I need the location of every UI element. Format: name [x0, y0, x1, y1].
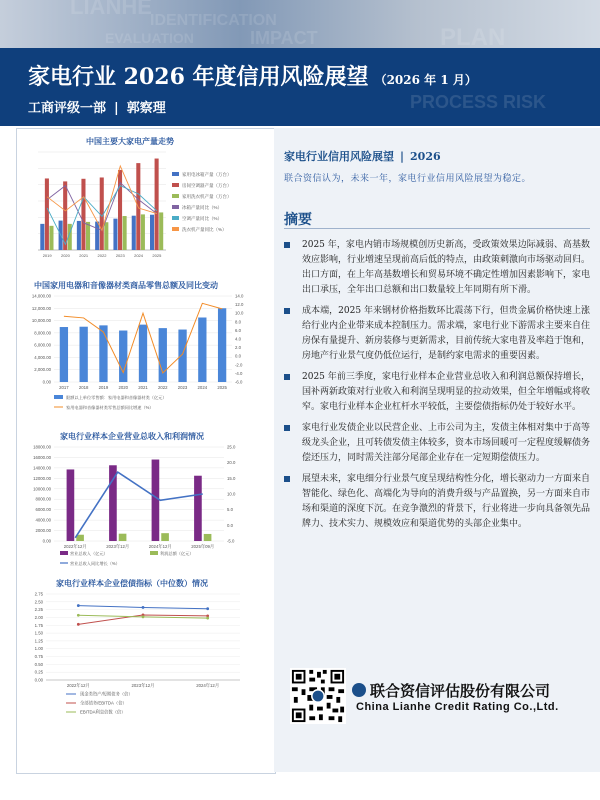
- y2-tick-label: -5.0: [227, 538, 235, 544]
- legend-label: 全部债务/EBITDA（倍）: [80, 700, 127, 706]
- legend-swatch: [172, 227, 179, 231]
- bar-revenue: [67, 469, 75, 541]
- y-tick-label: 1.25: [34, 638, 43, 644]
- summary-item-text: 2025 年前三季度，家电行业样本企业营业总收入和利润总额保持增长，国补两新政策对行业收入和利润呈现明显的拉动效果，但全年增幅或将收窄。家电行业样本企业杠杆水平较低，主要偿债指标仍处于较好水平。: [302, 372, 591, 412]
- chart1-title: 中国主要大家电产量走势: [86, 137, 174, 146]
- y2-tick-label: 14.0: [235, 293, 244, 299]
- y2-tick-label: 15.0: [227, 475, 236, 481]
- y2-tick-label: 12.0: [235, 302, 244, 308]
- legend-label: 营业总收入同比增长（%）: [70, 561, 120, 566]
- y-tick-label: 2.75: [34, 591, 43, 597]
- y-tick-label: 0.00: [42, 379, 51, 385]
- legend-label: EBITDA利息倍数（倍）: [80, 709, 126, 715]
- y2-tick-label: 10.0: [227, 491, 236, 497]
- x-tick-label: 2025: [152, 253, 162, 258]
- y-tick-label: 6000.00: [35, 507, 51, 513]
- bar-1: [45, 178, 49, 250]
- y-tick-label: 8,000.00: [34, 330, 51, 336]
- y2-tick-label: 25.0: [227, 444, 236, 450]
- report-title-text: 家电行业 2026 年度信用风险展望: [28, 64, 369, 90]
- y-tick-label: 2,000.00: [34, 367, 51, 373]
- legend-swatch: [172, 194, 179, 198]
- y2-tick-label: 4.0: [235, 336, 241, 342]
- y-tick-label: 10,000.00: [31, 318, 51, 324]
- summary-item-text: 展望未来，家电细分行业景气度呈现结构性分化，增长驱动力一方面来自智能化、绿色化、高端化为导向的消费升级与产品置换，另一方面来自市场和渠道的深度下沉。在竞争激烈的背景下，行业将进一步向具备领先品牌力、技术实力、规模效应和渠道优势的头部企业集中。: [302, 474, 591, 529]
- x-tick-label: 2022: [157, 385, 168, 390]
- bar: [178, 330, 186, 382]
- bar-profit: [204, 534, 212, 541]
- bar: [159, 328, 167, 382]
- legend-label: 房间空调器产量（万台）: [182, 183, 232, 188]
- y-tick-label: 0.25: [34, 669, 43, 675]
- bar-2: [141, 214, 145, 250]
- summary-item: [284, 370, 590, 415]
- legend-label: 家用电冰箱产量（万台）: [182, 172, 232, 177]
- legend-swatch: [172, 205, 179, 209]
- y-tick-label: 14,000.00: [31, 293, 51, 299]
- bar: [99, 325, 107, 382]
- y2-tick-label: -4.0: [235, 370, 243, 376]
- bar-1: [63, 181, 67, 250]
- y-tick-label: 0.00: [34, 677, 43, 683]
- x-tick-label: 2023: [115, 253, 125, 258]
- bar-0: [132, 216, 136, 250]
- bar: [139, 325, 147, 382]
- summary-item-text: 成本端，2025 年来钢材价格指数环比震荡下行，但贵金属价格快速上涨给行业内企业带来成本控制压力。需求端，家电行业下游需求主要来自住房保有量提升、新房装修与更新需求，目前传统大家电普及率趋于饱和，房地产行业景气度仍低位运行，是制约家电需求的重要因素。: [302, 306, 591, 361]
- bar-profit: [161, 533, 169, 541]
- bar: [218, 308, 226, 382]
- y2-tick-label: 0.0: [227, 522, 233, 528]
- author-separator: |: [114, 101, 119, 116]
- chart-debt-indicators: [18, 588, 272, 720]
- bar-0: [95, 222, 99, 250]
- legend-label: 家用电器和音像器材类零售总额同比增速（%）: [66, 405, 154, 410]
- bar: [119, 331, 127, 382]
- x-tick-label: 2022年12月: [66, 683, 90, 688]
- y-tick-label: 1.75: [34, 622, 43, 628]
- department: 工商评级一部: [28, 101, 107, 116]
- bullet-square-icon: [284, 308, 290, 314]
- y-tick-label: 14000.00: [33, 465, 51, 471]
- legend-label: 营业总收入（亿元）: [70, 551, 108, 556]
- y-tick-label: 16000.00: [33, 454, 51, 460]
- legend-label: 洗衣机产量同比（%）: [182, 227, 227, 232]
- x-tick-label: 2024年12月: [148, 544, 172, 549]
- y-tick-label: 2.50: [34, 599, 43, 605]
- y-tick-label: 1.50: [34, 630, 43, 636]
- bullet-square-icon: [284, 476, 290, 482]
- bar-0: [113, 219, 117, 250]
- section-title: [284, 148, 441, 164]
- section-title-text: 家电行业信用风险展望: [284, 150, 394, 163]
- chart-production-trend: [18, 146, 272, 264]
- bar-0: [150, 215, 154, 250]
- bullet-square-icon: [284, 242, 290, 248]
- summary-divider: [284, 228, 590, 229]
- legend-label: 冰箱产量同比（%）: [182, 205, 223, 210]
- y2-tick-label: 20.0: [227, 460, 236, 466]
- summary-item: [284, 472, 590, 532]
- legend-label: 家用洗衣机产量（万台）: [182, 194, 232, 199]
- intro-text: 联合资信认为，未来一年，家电行业信用风险展望为稳定。: [284, 174, 532, 184]
- bg-word: EVALUATION: [105, 30, 194, 46]
- x-tick-label: 2024: [134, 253, 144, 258]
- bar-2: [86, 222, 90, 250]
- y2-tick-label: 2.0: [235, 345, 241, 351]
- bar-0: [77, 221, 81, 250]
- bar-revenue: [152, 460, 160, 541]
- x-tick-label: 2022年12月: [63, 544, 87, 549]
- legend-label: 空调产量同比（%）: [182, 216, 223, 221]
- chart-retail-sales: [18, 290, 272, 418]
- x-tick-label: 2022: [97, 253, 107, 258]
- bar-1: [81, 179, 85, 250]
- y-tick-label: 18000.00: [33, 444, 51, 450]
- section-separator: |: [400, 150, 405, 163]
- author: 郭察理: [126, 101, 166, 116]
- x-tick-label: 2019: [42, 253, 52, 258]
- y-tick-label: 2000.00: [35, 528, 51, 534]
- legend-swatch: [172, 183, 179, 187]
- bar: [198, 318, 206, 383]
- legend-label: 现金类资产/短期债务（倍）: [80, 691, 133, 697]
- growth-line: [75, 472, 203, 538]
- legend-swatch: [172, 172, 179, 176]
- author-line: [28, 97, 166, 116]
- summary-item-text: 2025 年，家电内销市场规模创历史新高，受政策效果边际减弱、高基数效应影响，行业增速呈现前高后低的特点，由政策刺激向市场驱动回归。出口方面，在上年高基数增长和贸易环境不确定性增加因素影响下，家电出口承压，全年出口总额和出口数量较上年同期有所下滑。: [302, 240, 591, 295]
- bar-2: [49, 226, 53, 250]
- x-tick-label: 2025: [217, 385, 227, 390]
- chart2-title: 中国家用电器和音像器材类商品零售总额及同比变动: [34, 281, 218, 290]
- summary-item: [284, 421, 590, 466]
- y2-tick-label: 6.0: [235, 327, 241, 333]
- y-tick-label: 6,000.00: [34, 342, 51, 348]
- company-name-en: China Lianhe Credit Rating Co.,Ltd.: [356, 701, 559, 713]
- y-tick-label: 8000.00: [35, 496, 51, 502]
- x-tick-label: 2021: [79, 253, 89, 258]
- y-tick-label: 0.50: [34, 661, 43, 667]
- summary-item: [284, 304, 590, 364]
- bg-word: IMPACT: [250, 28, 318, 48]
- x-tick-label: 2018: [78, 385, 89, 390]
- x-tick-label: 2020: [118, 385, 129, 390]
- x-tick-label: 2024: [197, 385, 208, 390]
- summary-list: [284, 238, 590, 538]
- bar-revenue: [194, 476, 202, 541]
- qr-code-icon: [290, 668, 346, 724]
- y-tick-label: 10000.00: [33, 486, 51, 492]
- y2-tick-label: 10.0: [235, 310, 244, 316]
- x-tick-label: 2021: [138, 385, 148, 390]
- legend-swatch: [172, 216, 179, 220]
- legend-swatch: [60, 551, 68, 555]
- y-tick-label: 2.25: [34, 607, 43, 613]
- x-tick-label: 2023: [177, 385, 188, 390]
- y2-tick-label: 8.0: [235, 319, 241, 325]
- x-tick-label: 2020: [60, 253, 70, 258]
- x-tick-label: 2017: [59, 385, 69, 390]
- y-tick-label: 12000.00: [33, 475, 51, 481]
- legend-label: 限额以上单位零售额：家用电器和音像器材类（亿元）: [66, 395, 167, 400]
- bg-word: PROCESS RISK: [410, 92, 547, 112]
- legend-label: 利润总额（亿元）: [160, 551, 194, 556]
- section-year: 2026: [410, 150, 441, 163]
- summary-heading: 摘要: [284, 212, 312, 228]
- report-date: （2026 年 1 月）: [374, 73, 477, 87]
- report-title: [28, 60, 477, 91]
- y-tick-label: 4000.00: [35, 517, 51, 523]
- summary-item-text: 家电行业发债企业以民营企业、上市公司为主，发债主体相对集中于高等级龙头企业，且可转债发债主体较多，资本市场回暖可一定程度缓解债务偿还压力，同时需关注部分尾部企业存在一定短期偿债压力。: [302, 423, 591, 463]
- x-tick-label: 2019: [98, 385, 109, 390]
- legend-swatch: [150, 551, 158, 555]
- y-tick-label: 4,000.00: [34, 354, 51, 360]
- chart4-title: 家电行业样本企业偿债指标（中位数）情况: [56, 579, 208, 588]
- bg-word: PLAN: [440, 24, 506, 51]
- x-tick-label: 2024年12月: [196, 683, 220, 688]
- bullet-square-icon: [284, 425, 290, 431]
- y-tick-label: 1.00: [34, 646, 43, 652]
- bg-word: IDENTIFICATION: [150, 12, 277, 29]
- bar-2: [159, 212, 163, 250]
- company-logo-icon: [352, 683, 366, 697]
- bar-2: [123, 216, 127, 250]
- bar-2: [104, 222, 108, 250]
- chart3-title: 家电行业样本企业营业总收入和利润情况: [60, 432, 204, 441]
- x-tick-label: 2023年12月: [131, 683, 155, 688]
- y-tick-label: 12,000.00: [31, 305, 51, 311]
- x-tick-label: 2023年12月: [106, 544, 130, 549]
- bar-profit: [119, 534, 127, 541]
- y-tick-label: 0.75: [34, 654, 43, 660]
- y-tick-label: 0.00: [42, 538, 51, 544]
- y2-tick-label: -2.0: [235, 362, 243, 368]
- bar: [80, 327, 88, 382]
- header-banner: [0, 0, 600, 126]
- bar-1: [155, 159, 159, 250]
- bar-0: [40, 224, 44, 250]
- y2-tick-label: 5.0: [227, 507, 233, 513]
- y2-tick-label: -6.0: [235, 379, 243, 385]
- chart-revenue-profit: [18, 441, 272, 569]
- company-name-cn: 联合资信评估股份有限公司: [370, 683, 551, 700]
- bg-word: LIANHE: [70, 0, 152, 19]
- y-tick-label: 2.00: [34, 614, 43, 620]
- legend-swatch: [54, 395, 63, 399]
- x-tick-label: 2025年09月: [191, 544, 215, 549]
- y2-tick-label: 0.0: [235, 353, 241, 359]
- bullet-square-icon: [284, 374, 290, 380]
- bar: [60, 327, 68, 382]
- bar-1: [118, 170, 122, 250]
- summary-item: [284, 238, 590, 298]
